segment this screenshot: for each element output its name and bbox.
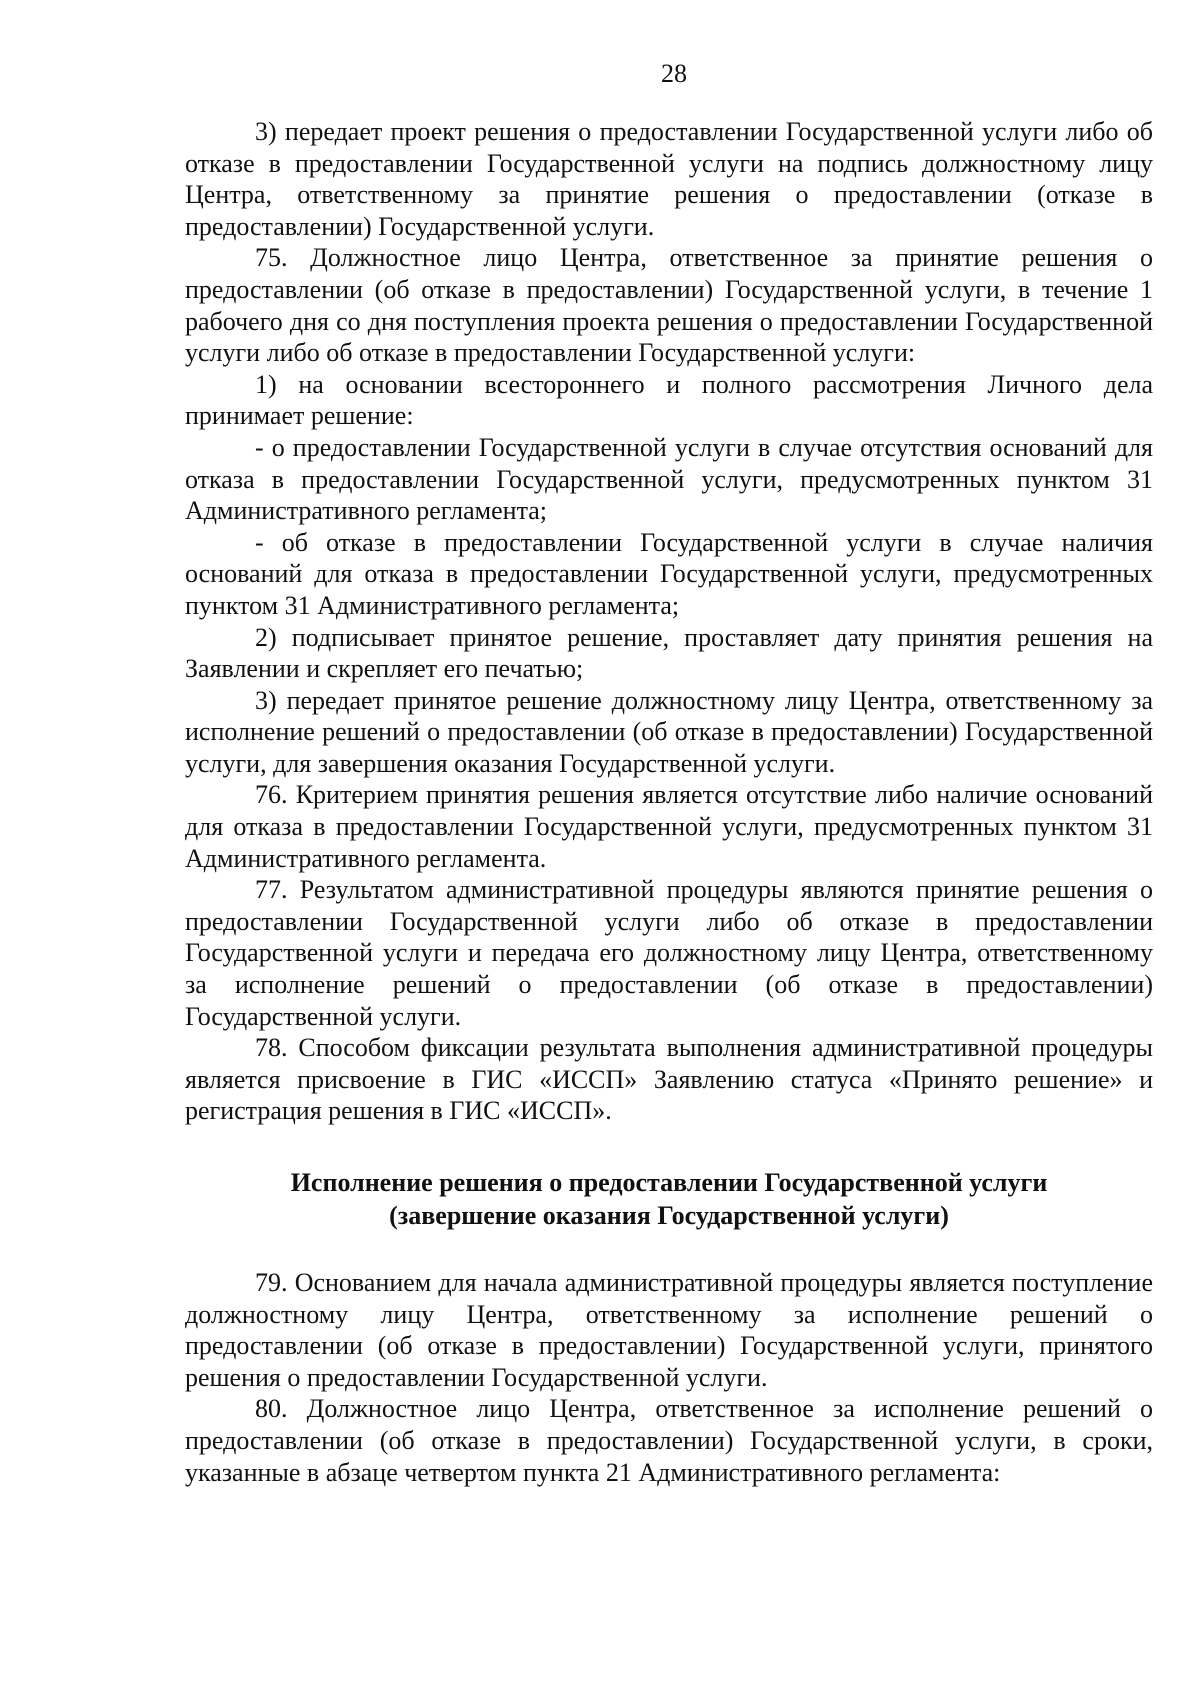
paragraph-77: 77. Результатом административной процедуры являются принятие решения о предоставлении Государственной услуги либо об отказе в предоставлении Государственной услуги и передача его должностному лицу Центра, ответственному за исполнение решений о предоставлении (об отказе в предоставлении) Государственной услуги. — [185, 875, 1153, 1031]
paragraph-item-3-transfer-draft: 3) передает проект решения о предоставлении Государственной услуги либо об отказе в предоставлении Государственной услуги на подпись должностному лицу Центра, ответственному за принятие решения о предоставлении (отказе в предоставлении) Государственной услуги. — [185, 117, 1153, 241]
paragraph-79: 79. Основанием для начала административной процедуры является поступление должностному лицу Центра, ответственному за исполнение решений о предоставлении (об отказе в предоставлении) Государственной услуги, принятого решения о предоставлении Государственной услуги. — [185, 1268, 1153, 1392]
paragraph-dash-refusal: - об отказе в предоставлении Государственной услуги в случае наличия оснований для отказа в предоставлении Государственной услуги, предусмотренных пунктом 31 Административного регламента; — [185, 527, 1153, 620]
paragraph-76: 76. Критерием принятия решения является отсутствие либо наличие оснований для отказа в предоставлении Государственной услуги, предусмотренных пунктом 31 Административного регламента. — [185, 780, 1153, 873]
paragraph-80: 80. Должностное лицо Центра, ответственное за исполнение решений о предоставлении (об отказе в предоставлении) Государственной услуги, в сроки, указанные в абзаце четвертом пункта 21 Административного регламента: — [185, 1394, 1153, 1487]
page-number: 28 — [661, 59, 687, 88]
paragraph-78: 78. Способом фиксации результата выполнения административной процедуры является присвоение в ГИС «ИССП» Заявлению статуса «Принято решение» и регистрация решения в ГИС «ИССП». — [185, 1033, 1153, 1126]
paragraph-item-1-decision: 1) на основании всестороннего и полного рассмотрения Личного дела принимает решение: — [185, 369, 1153, 431]
paragraph-75: 75. Должностное лицо Центра, ответственное за принятие решения о предоставлении (об отказе в предоставлении) Государственной услуги, в течение 1 рабочего дня со дня поступления проекта решения о предоставлении Государственной услуги либо об отказе в предоставлении Государственной услуги: — [185, 243, 1153, 368]
section-heading-line-2: (завершение оказания Государственной услуги) — [389, 1201, 949, 1230]
document-body — [185, 116, 1153, 1488]
paragraph-item-2-sign: 2) подписывает принятое решение, проставляет дату принятия решения на Заявлении и скрепляет его печатью; — [185, 622, 1153, 684]
paragraph-item-3-transfer-decision: 3) передает принятое решение должностному лицу Центра, ответственному за исполнение решений о предоставлении (об отказе в предоставлении) Государственной услуги, для завершения оказания Государственной услуги. — [185, 685, 1153, 778]
section-heading-line-1: Исполнение решения о предоставлении Государственной услуги — [290, 1168, 1048, 1197]
section-heading — [185, 1166, 1153, 1232]
paragraph-dash-grant: - о предоставлении Государственной услуги в случае отсутствия оснований для отказа в предоставлении Государственной услуги, предусмотренных пунктом 31 Административного регламента; — [185, 432, 1153, 526]
